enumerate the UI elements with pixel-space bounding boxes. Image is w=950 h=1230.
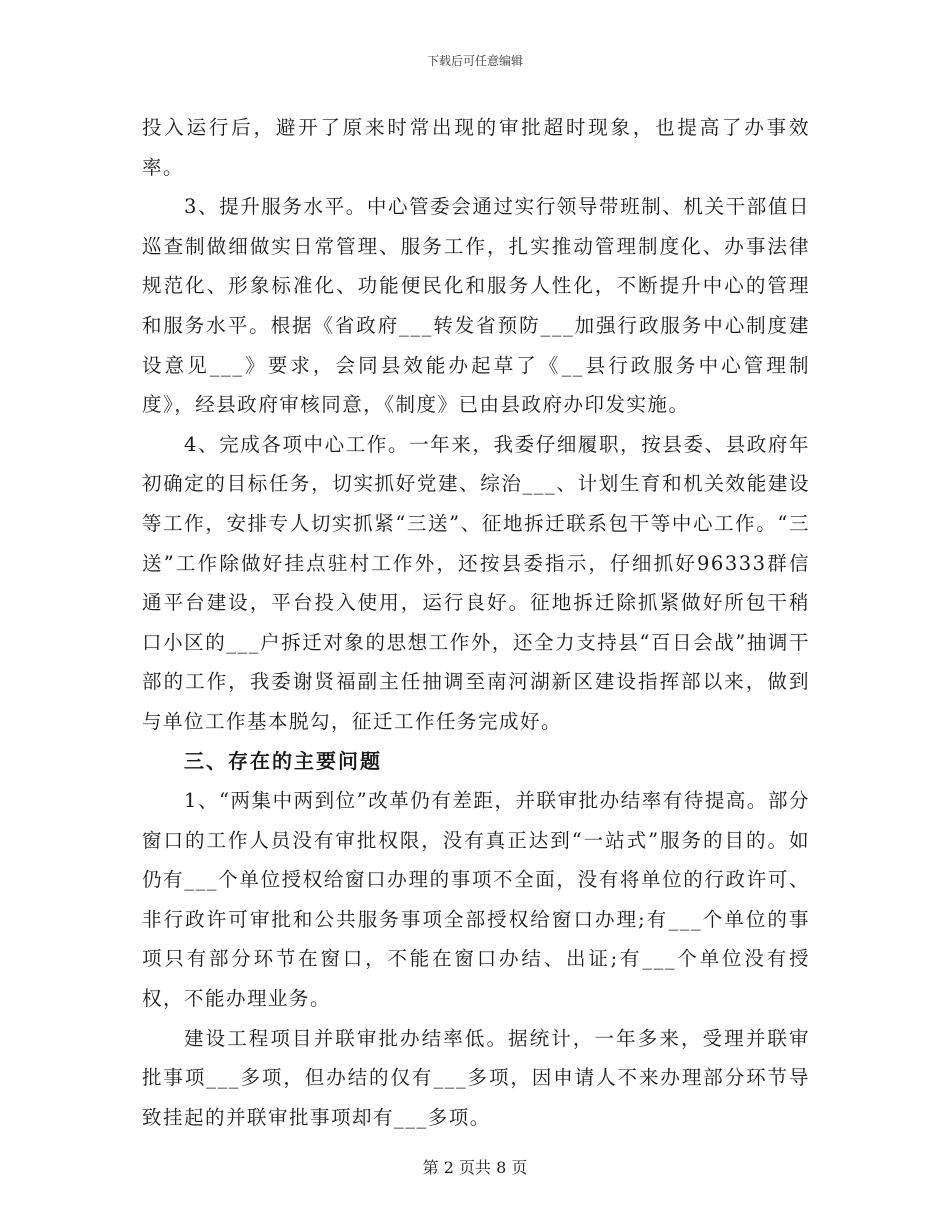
paragraph-problem-1-cont: 建设工程项目并联审批办结率低。据统计，一年多来，受理并联审批事项___多项，但办结的仅有___多项，因申请人不来办理部分环节导致挂起的并联审批事项却有___多项。 <box>142 1026 810 1129</box>
paragraph-item-4: 4、完成各项中心工作。一年来，我委仔细履职，按县委、县政府年初确定的目标任务，切实抓好党建、综治___、计划生育和机关效能建设等工作，安排专人切实抓紧“三送”、征地拆迁联系包干等中心工作。“三送”工作除做好挂点驻村工作外，还按县委指示，仔细抓好96333群信通平台建设，平台投入使用，运行良好。征地拆迁除抓紧做好所包干稍口小区的___户拆迁对象的思想工作外，还全力支持县“百日会战”抽调干部的工作，我委谢贤福副主任抽调至南河湖新区建设指挥部以来，做到与单位工作基本脱勾，征迁工作任务完成好。 <box>142 432 810 733</box>
paragraph-problem-1: 1、“两集中两到位”改革仍有差距，并联审批办结率有待提高。部分窗口的工作人员没有审批权限，没有真正达到“一站式”服务的目的。如仍有___个单位授权给窗口办理的事项不全面，没有将单位的行政许可、非行政许可审批和公共服务事项全部授权给窗口办理;有___个单位的事项只有部分环节在窗口，不能在窗口办结、出证;有___个单位没有授权，不能办理业务。 <box>142 789 810 1011</box>
section-heading: 三、存在的主要问题 <box>184 748 382 773</box>
document-body <box>142 108 810 1137</box>
page-header: 下载后可任意编辑 <box>426 54 523 68</box>
paragraph-item-3: 3、提升服务水平。中心管委会通过实行领导带班制、机关干部值日巡查制做细做实日常管理、服务工作，扎实推动管理制度化、办事法律规范化、形象标准化、功能便民化和服务人性化，不断提升中心的管理和服务水平。根据《省政府___转发省预防___加强行政服务中心制度建设意见___》要求，会同县效能办起草了《__县行政服务中心管理制度》，经县政府审核同意，《制度》已由县政府办印发实施。 <box>142 195 810 417</box>
paragraph-continuation: 投入运行后，避开了原来时常出现的审批超时现象，也提高了办事效率。 <box>142 116 810 179</box>
page-number: 第 2 页共 8 页 <box>422 1158 528 1177</box>
